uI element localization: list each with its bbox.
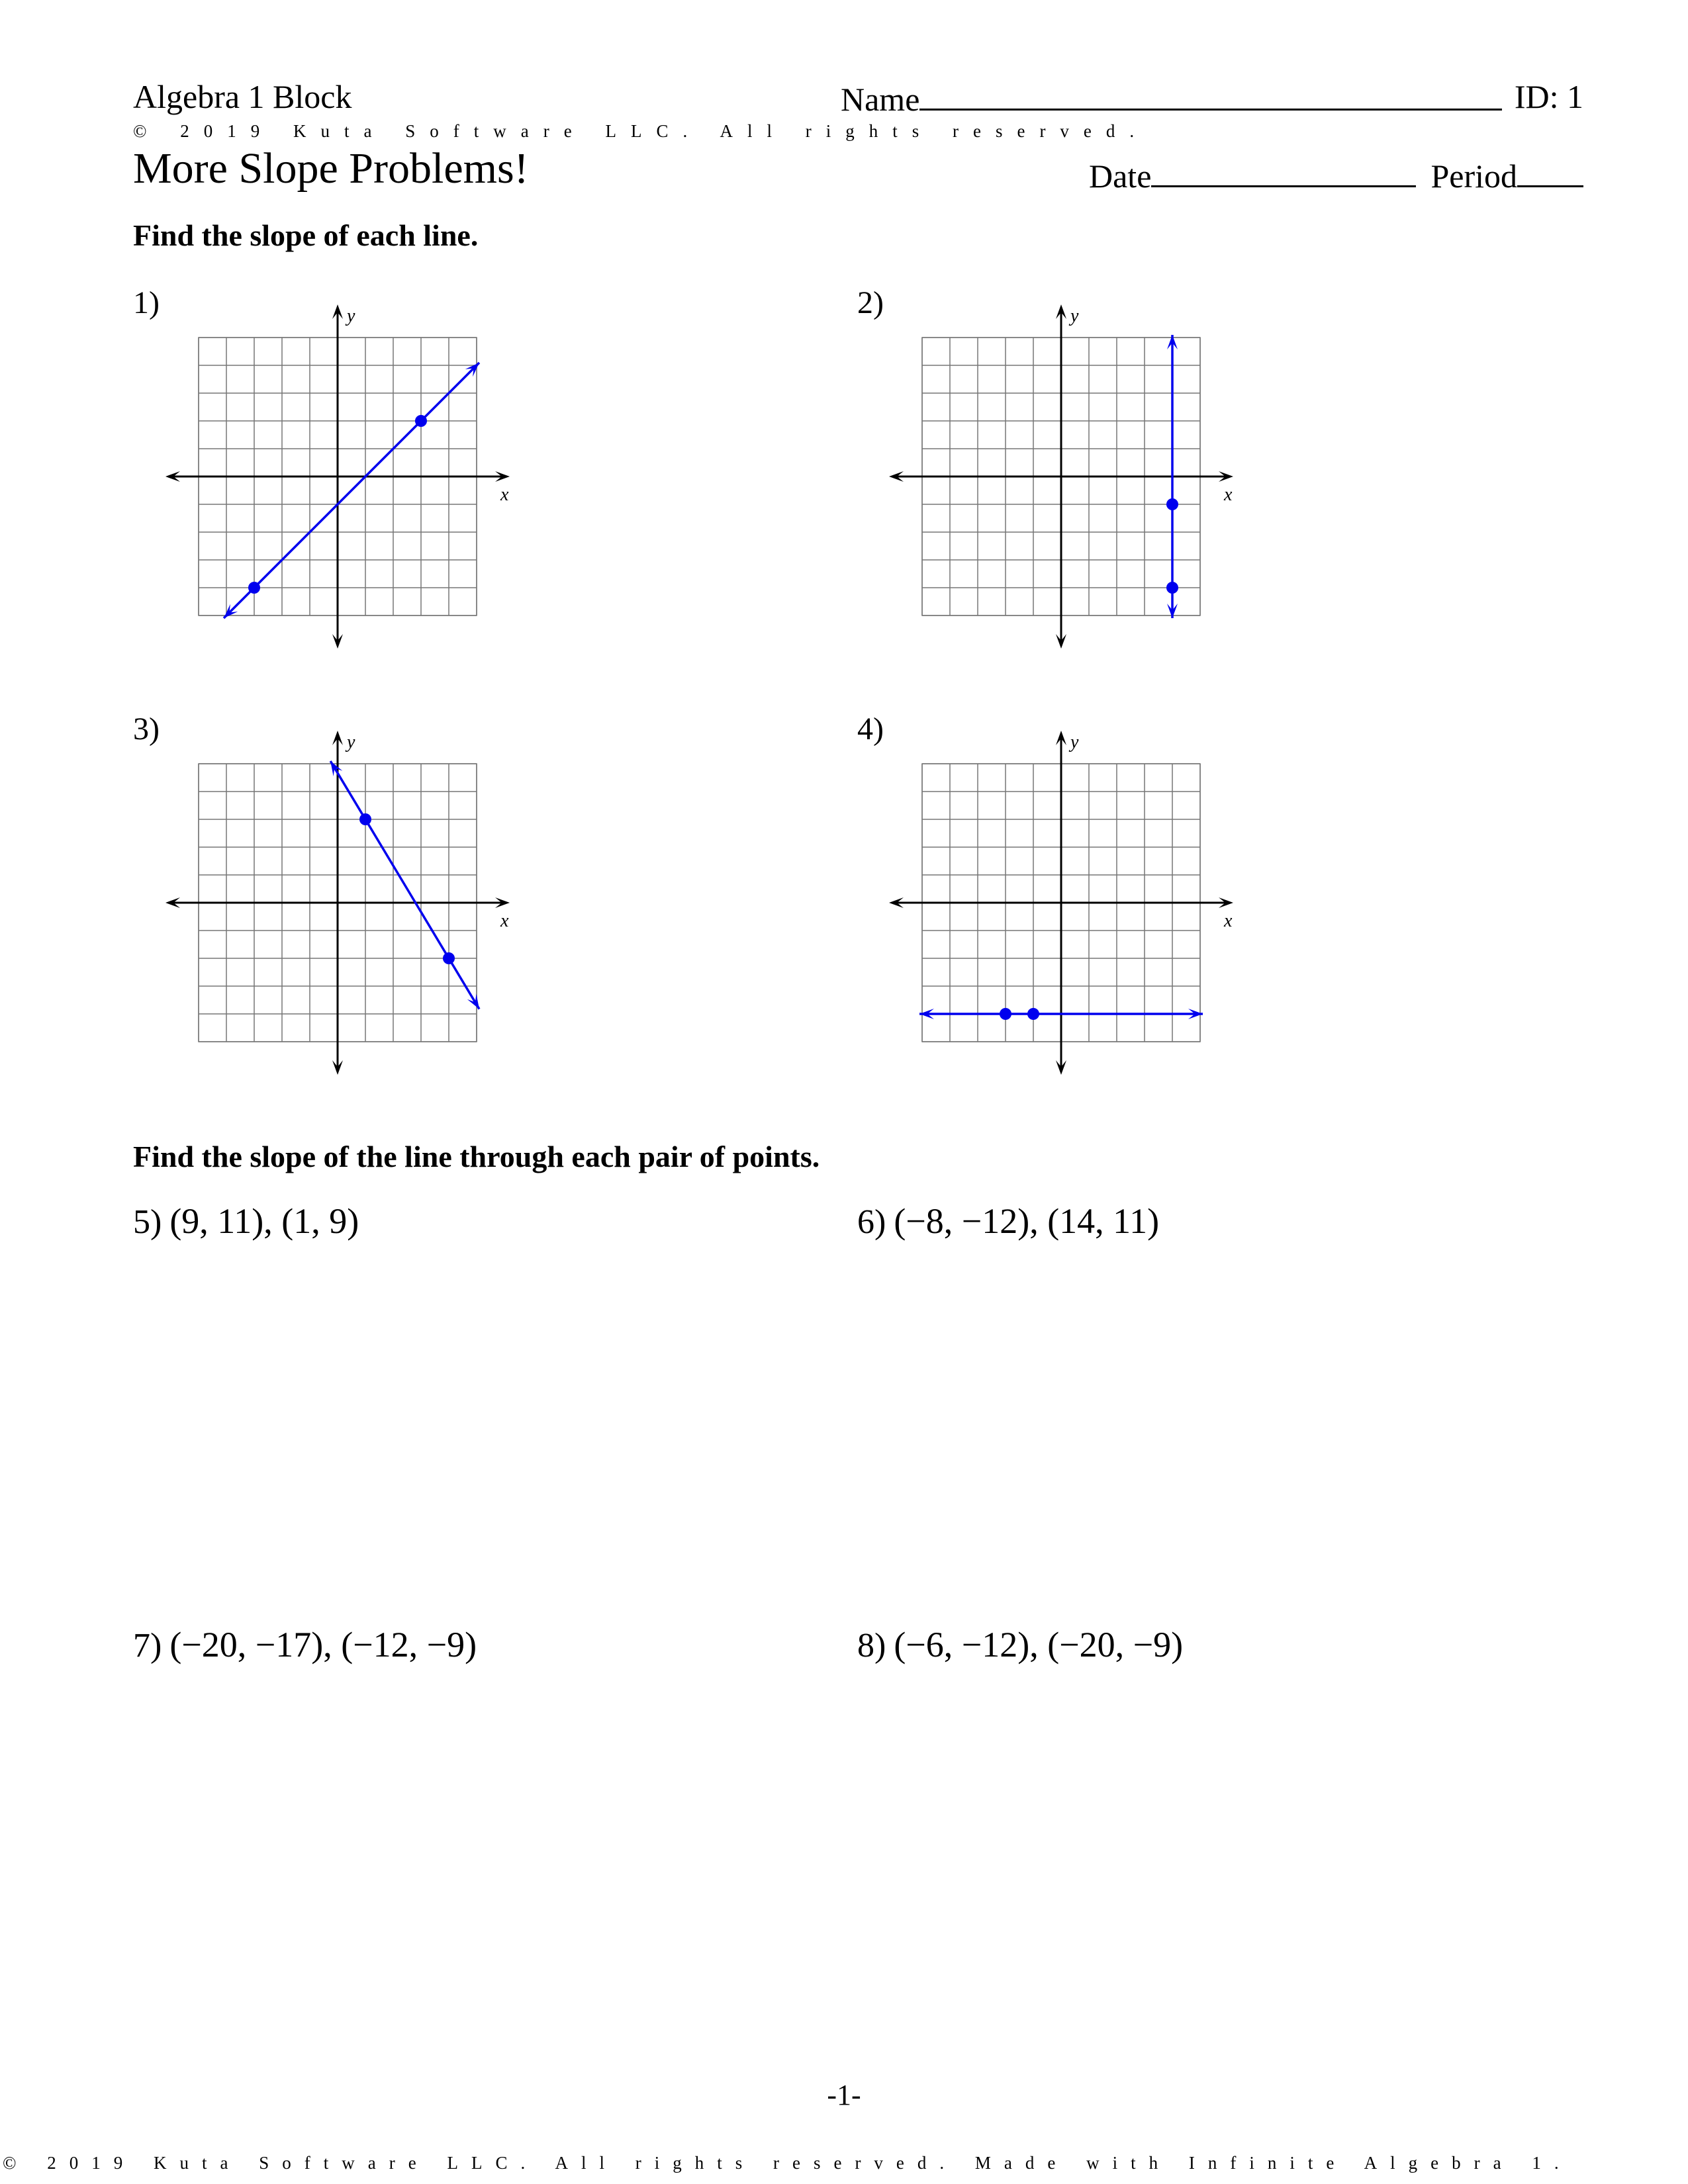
period-label: Period: [1430, 158, 1517, 195]
period-blank[interactable]: [1517, 154, 1583, 187]
worksheet-title: More Slope Problems!: [133, 144, 529, 193]
name-label: Name: [841, 81, 920, 118]
x-axis-label: x: [500, 911, 509, 931]
graph-2: [882, 298, 1240, 655]
graph-4: [882, 724, 1240, 1081]
line-arrow-end: [467, 994, 479, 1009]
x-axis-label: x: [500, 484, 509, 505]
question-number-2: 2): [857, 285, 884, 320]
problem-6: [857, 1198, 1159, 1246]
problem-number: 7): [133, 1627, 162, 1664]
graph-point: [248, 582, 260, 594]
x-axis-label: x: [1224, 911, 1233, 931]
graph-1: [159, 298, 516, 655]
problem-number: 6): [857, 1203, 886, 1241]
graph-3: [159, 724, 516, 1081]
question-number-3: 3): [133, 711, 160, 747]
copyright-footer: © 2019 Kuta Software LLC. All rights reserved. Made with Infinite Algebra 1.: [3, 2153, 1572, 2173]
date-blank[interactable]: [1151, 154, 1416, 187]
question-number-1: 1): [133, 285, 160, 320]
graph-point: [1166, 498, 1178, 510]
page-number: -1-: [827, 2079, 861, 2111]
point-pair: (−20, −17), (−12, −9): [169, 1625, 477, 1664]
point-pair: (−8, −12), (14, 11): [894, 1201, 1160, 1241]
graph-point: [415, 415, 427, 427]
problem-number: 5): [133, 1203, 162, 1241]
point-pair: (9, 11), (1, 9): [169, 1201, 359, 1241]
instruction-points: Find the slope of the line through each pair of points.: [133, 1140, 820, 1173]
graph-point: [1000, 1008, 1011, 1020]
question-number-4: 4): [857, 711, 884, 747]
graph-point: [1166, 582, 1178, 594]
problem-5: [133, 1198, 359, 1246]
date-label: Date: [1089, 158, 1152, 195]
period-field[interactable]: [1430, 154, 1583, 196]
y-axis-label: y: [347, 732, 355, 752]
problem-number: 8): [857, 1627, 886, 1664]
graph-point: [1027, 1008, 1039, 1020]
graph-point: [443, 952, 455, 964]
course-name: Algebra 1 Block: [133, 78, 352, 115]
x-axis-label: x: [1224, 484, 1233, 505]
problem-8: [857, 1621, 1183, 1669]
graph-line: [224, 363, 479, 618]
graph-point: [359, 813, 371, 825]
graph-line: [330, 761, 479, 1009]
y-axis-label: y: [1070, 306, 1079, 326]
y-axis-label: y: [1070, 732, 1079, 752]
name-field[interactable]: [841, 77, 1502, 119]
worksheet-id: ID: 1: [1514, 78, 1583, 115]
instruction-graphs: Find the slope of each line.: [133, 218, 479, 252]
problem-7: [133, 1621, 477, 1669]
name-blank[interactable]: [919, 77, 1502, 111]
y-axis-label: y: [347, 306, 355, 326]
date-field[interactable]: [1089, 154, 1416, 196]
copyright-header: © 2019 Kuta Software LLC. All rights reserved.: [133, 121, 1149, 141]
point-pair: (−6, −12), (−20, −9): [894, 1625, 1184, 1664]
